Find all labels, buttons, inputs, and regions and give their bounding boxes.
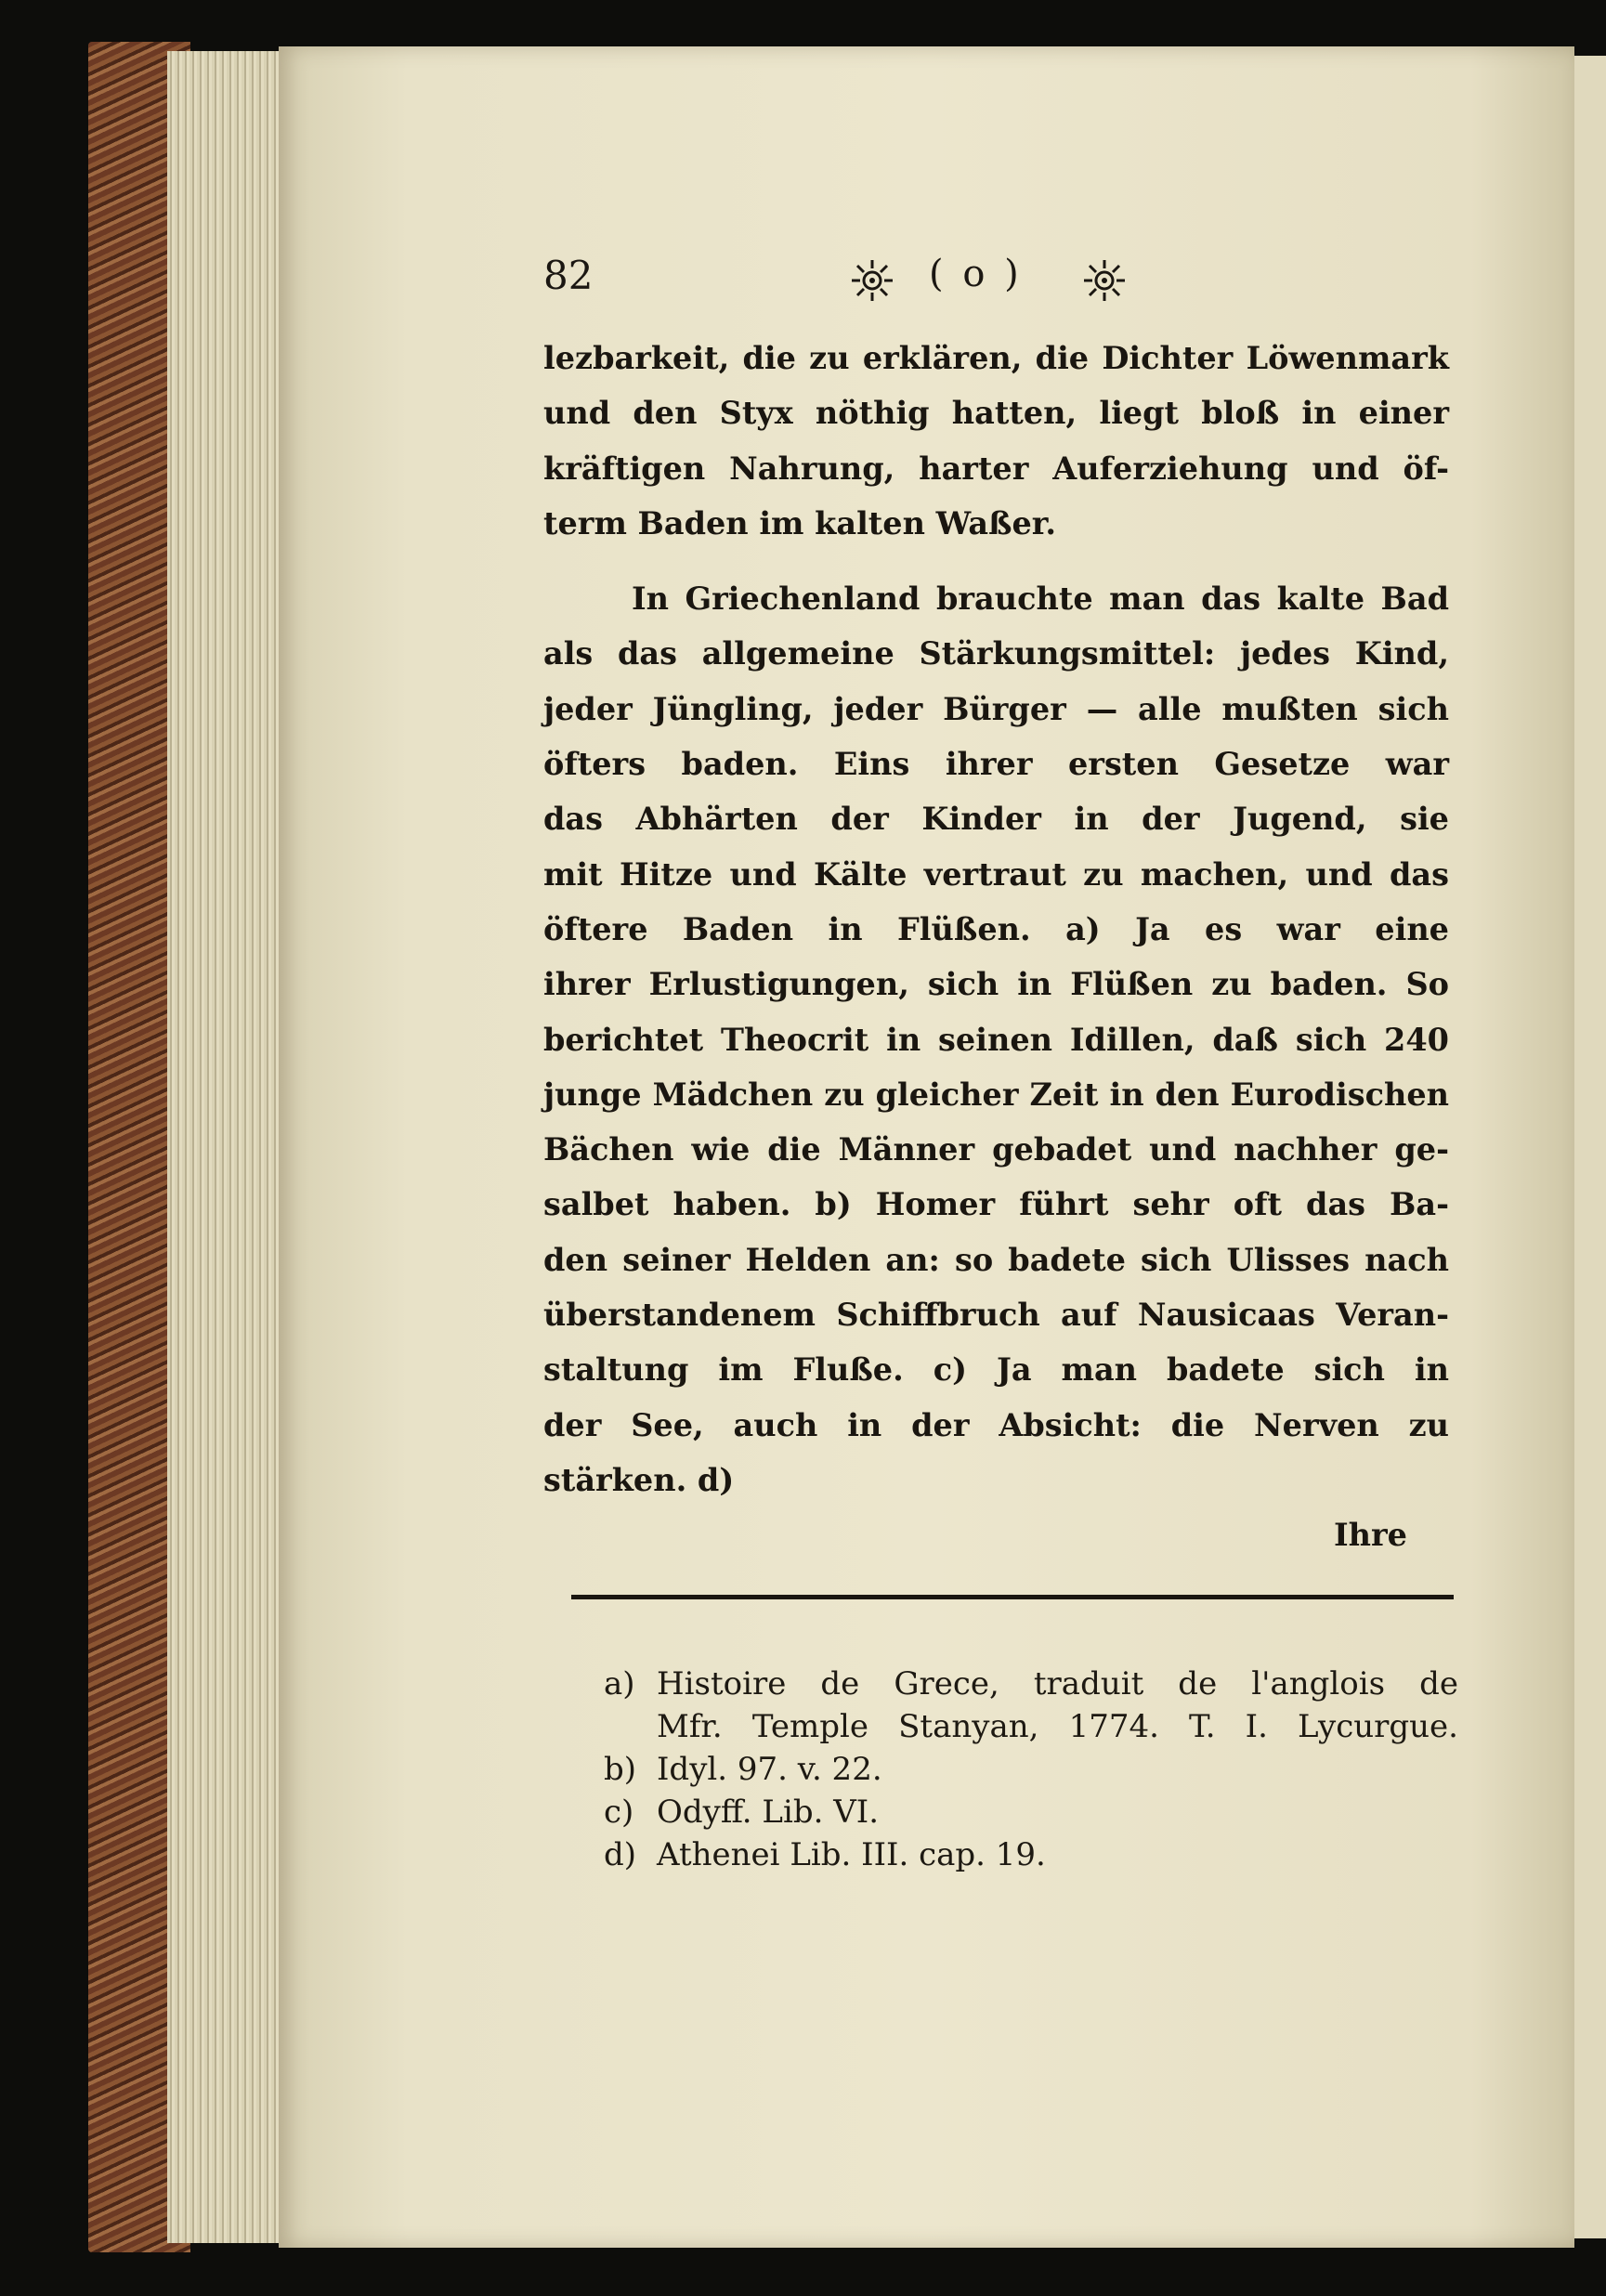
sun-ornament-icon [1082,258,1127,303]
text-line: jeder Jüngling, jeder Bürger — alle mußten sich [543,690,1449,727]
footnote-text: Idyl. 97. v. 22. [657,1751,882,1788]
footnote-b [604,1748,1458,1791]
text-line: berichtet Theocrit in seinen Idillen, daß sich 240 [543,1021,1449,1058]
footnote-text: Odyff. Lib. VI. [657,1794,880,1831]
text-line: den seiner Helden an: so badete sich Ulisses nach [543,1241,1449,1278]
text-line: junge Mädchen zu gleicher Zeit in den Eurodischen [543,1076,1449,1113]
footnote-rule [571,1595,1454,1599]
text-line: In Griechenland brauchte man das kalte Bad [632,581,1449,618]
text-line: und den Styx nöthig hatten, liegt bloß in einer [543,395,1449,432]
footnote-marker: c) [604,1794,634,1831]
catchword: Ihre [1334,1517,1407,1554]
text-line: salbet haben. b) Homer führt sehr oft das Ba- [543,1186,1449,1223]
footnote-marker: a) [604,1665,635,1702]
running-head: ( o ) [929,253,1023,295]
text-line: Bächen wie die Männer gebadet und nachher ge- [543,1131,1449,1168]
text-line: lezbarkeit, die zu erklären, die Dichter Löwenmark [543,340,1449,376]
text-line: mit Hitze und Kälte vertraut zu machen, und das [543,855,1449,893]
footnote-a-continued [604,1705,1458,1748]
footnote-c [604,1791,1458,1833]
text-line: staltung im Fluße. c) Ja man badete sich in [543,1351,1449,1389]
text-line: als das allgemeine Stärkungsmittel: jedes Kind, [543,635,1449,672]
text-line: stärken. d) [543,1461,735,1498]
body-text [543,331,1449,1563]
footnote-text: Athenei Lib. III. cap. 19. [657,1836,1046,1873]
page-number: 82 [543,253,594,298]
text-line: der See, auch in der Absicht: die Nerven zu [543,1406,1449,1443]
text-line: das Abhärten der Kinder in der Jugend, sie [543,801,1449,838]
sun-ornament-icon [850,258,894,303]
text-line: überstandenem Schiffbruch auf Nausicaas Veran- [543,1297,1449,1334]
footnote-a [604,1663,1458,1705]
paragraph-2 [543,571,1449,1507]
text-line: öftere Baden in Flüßen. a) Ja es war eine [543,910,1449,947]
footnote-marker: b) [604,1751,637,1788]
footnote-text: Histoire de Grece, traduit de l'anglois de [657,1665,1458,1702]
footnote-text: Mfr. Temple Stanyan, 1774. T. I. Lycurgue. [657,1708,1458,1745]
text-line: ihrer Erlustigungen, sich in Flüßen zu baden. So [543,966,1449,1003]
footnote-marker: d) [604,1836,637,1873]
text-line: öfters baden. Eins ihrer ersten Gesetze war [543,746,1449,783]
page-header [543,253,1435,308]
paragraph-1 [543,331,1449,551]
footnotes [604,1663,1458,1876]
text-line: kräftigen Nahrung, harter Auferziehung und öf- [543,450,1449,487]
footnote-d [604,1833,1458,1876]
text-line: term Baden im kalten Waßer. [543,504,1057,541]
